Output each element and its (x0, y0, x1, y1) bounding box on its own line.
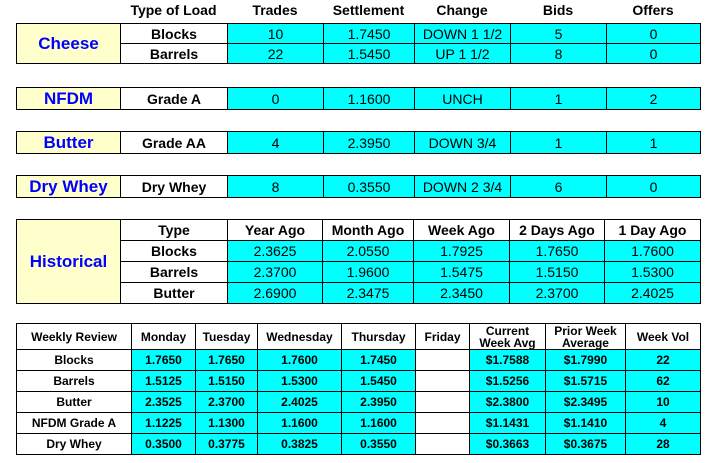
cheese-barrels-type: Barrels (121, 44, 228, 64)
weekly-cell: 1.7650 (132, 350, 196, 371)
historical-header-week-ago: Week Ago (414, 220, 510, 241)
weekly-cell: 1.1600 (342, 413, 416, 434)
nfdm-trades: 0 (228, 88, 324, 110)
weekly-cell: 1.5300 (258, 371, 342, 392)
butter-offers: 1 (607, 132, 701, 154)
drywhey-type: Dry Whey (121, 176, 228, 198)
cheese-blocks-offers: 0 (607, 24, 701, 44)
historical-cell: 2.3700 (510, 283, 605, 304)
historical-cell: 1.5150 (510, 262, 605, 283)
weekly-cell: 1.7650 (196, 350, 258, 371)
butter-table (16, 131, 701, 154)
historical-cell: 1.5300 (605, 262, 701, 283)
drywhey-change: DOWN 2 3/4 (415, 176, 511, 198)
cheese-blocks-change: DOWN 1 1/2 (415, 24, 511, 44)
weekly-cell (416, 350, 470, 371)
weekly-cell: 0.3500 (132, 434, 196, 455)
cheese-barrels-bids: 8 (511, 44, 607, 64)
historical-header-year-ago: Year Ago (228, 220, 323, 241)
weekly-cell: $0.3675 (546, 434, 626, 455)
weekly-cell: 2.3950 (342, 392, 416, 413)
cheese-barrels-offers: 0 (607, 44, 701, 64)
drywhey-offers: 0 (607, 176, 701, 198)
weekly-header-monday: Monday (132, 324, 196, 350)
historical-cell: 1.7650 (510, 241, 605, 262)
historical-cell: 2.4025 (605, 283, 701, 304)
nfdm-label: NFDM (17, 88, 121, 110)
historical-cell: 1.7600 (605, 241, 701, 262)
butter-change: DOWN 3/4 (415, 132, 511, 154)
weekly-cell: 2.3525 (132, 392, 196, 413)
drywhey-settlement: 0.3550 (324, 176, 415, 198)
weekly-cell: 1.1225 (132, 413, 196, 434)
historical-cell: 2.3450 (414, 283, 510, 304)
weekly-cell: $1.1410 (546, 413, 626, 434)
weekly-header-label: Weekly Review (17, 324, 132, 350)
historical-row-label: Barrels (121, 262, 228, 283)
weekly-cell: $2.3495 (546, 392, 626, 413)
drywhey-bids: 6 (511, 176, 607, 198)
col-header-trades: Trades (252, 2, 298, 18)
weekly-cell: 22 (626, 350, 701, 371)
weekly-row-label: Blocks (17, 350, 132, 371)
historical-row-label: Blocks (121, 241, 228, 262)
historical-cell: 2.3700 (228, 262, 323, 283)
cheese-blocks-type: Blocks (121, 24, 228, 44)
historical-header-1-day-ago: 1 Day Ago (605, 220, 701, 241)
historical-cell: 2.0550 (323, 241, 414, 262)
historical-table (16, 219, 701, 304)
weekly-cell: 0.3825 (258, 434, 342, 455)
butter-label: Butter (17, 132, 121, 154)
weekly-cell: 0.3550 (342, 434, 416, 455)
weekly-cell (416, 434, 470, 455)
historical-cell: 1.7925 (414, 241, 510, 262)
weekly-cell: 1.1600 (258, 413, 342, 434)
weekly-cell: 1.7600 (258, 350, 342, 371)
weekly-cell: 4 (626, 413, 701, 434)
col-header-offers: Offers (632, 2, 674, 18)
butter-type: Grade AA (121, 132, 228, 154)
cheese-blocks-settlement: 1.7450 (324, 24, 415, 44)
weekly-cell: 28 (626, 434, 701, 455)
weekly-cell (416, 413, 470, 434)
weekly-row-label: Dry Whey (17, 434, 132, 455)
weekly-cell: 1.5450 (342, 371, 416, 392)
cheese-barrels-settlement: 1.5450 (324, 44, 415, 64)
weekly-row-label: Butter (17, 392, 132, 413)
historical-cell: 1.9600 (323, 262, 414, 283)
weekly-cell (416, 371, 470, 392)
weekly-header-week-vol: Week Vol (626, 324, 701, 350)
weekly-header-friday: Friday (416, 324, 470, 350)
butter-settlement: 2.3950 (324, 132, 415, 154)
cheese-barrels-trades: 22 (228, 44, 324, 64)
weekly-cell: 1.1300 (196, 413, 258, 434)
weekly-row-label: Barrels (17, 371, 132, 392)
historical-header-type: Type (121, 220, 228, 241)
historical-header-month-ago: Month Ago (323, 220, 414, 241)
weekly-cell: $1.5256 (470, 371, 546, 392)
historical-cell: 2.3475 (323, 283, 414, 304)
nfdm-settlement: 1.1600 (324, 88, 415, 110)
weekly-cell: 10 (626, 392, 701, 413)
butter-trades: 4 (228, 132, 324, 154)
historical-cell: 1.5475 (414, 262, 510, 283)
weekly-row-label: NFDM Grade A (17, 413, 132, 434)
cheese-table (16, 23, 701, 64)
historical-row-label: Butter (121, 283, 228, 304)
weekly-header-prior-week-average: Prior Week Average (546, 324, 626, 350)
weekly-header-tuesday: Tuesday (196, 324, 258, 350)
cheese-label: Cheese (17, 24, 121, 64)
weekly-cell: 1.7450 (342, 350, 416, 371)
weekly-cell: 62 (626, 371, 701, 392)
weekly-cell: $2.3800 (470, 392, 546, 413)
weekly-cell: $1.7990 (546, 350, 626, 371)
nfdm-type: Grade A (121, 88, 228, 110)
weekly-cell: 0.3775 (196, 434, 258, 455)
historical-cell: 2.6900 (228, 283, 323, 304)
col-header-settlement: Settlement (332, 2, 405, 18)
weekly-header-thursday: Thursday (342, 324, 416, 350)
weekly-cell: $1.7588 (470, 350, 546, 371)
weekly-header-current-week-avg: Current Week Avg (470, 324, 546, 350)
historical-header-2-days-ago: 2 Days Ago (510, 220, 605, 241)
weekly-cell (416, 392, 470, 413)
historical-label: Historical (17, 220, 121, 304)
weekly-cell: $0.3663 (470, 434, 546, 455)
cheese-barrels-change: UP 1 1/2 (415, 44, 511, 64)
weekly-header-wednesday: Wednesday (258, 324, 342, 350)
weekly-review-table (16, 323, 701, 455)
drywhey-table (16, 175, 701, 198)
nfdm-change: UNCH (415, 88, 511, 110)
col-header-bids: Bids (542, 2, 574, 18)
weekly-cell: $1.1431 (470, 413, 546, 434)
drywhey-trades: 8 (228, 176, 324, 198)
col-header-type-of-load: Type of Load (130, 2, 217, 18)
weekly-cell: 2.3700 (196, 392, 258, 413)
cheese-blocks-bids: 5 (511, 24, 607, 44)
weekly-cell: 1.5150 (196, 371, 258, 392)
nfdm-table (16, 87, 701, 110)
weekly-cell: 2.4025 (258, 392, 342, 413)
nfdm-bids: 1 (511, 88, 607, 110)
butter-bids: 1 (511, 132, 607, 154)
nfdm-offers: 2 (607, 88, 701, 110)
historical-cell: 2.3625 (228, 241, 323, 262)
weekly-cell: $1.5715 (546, 371, 626, 392)
cheese-blocks-trades: 10 (228, 24, 324, 44)
drywhey-label: Dry Whey (17, 176, 121, 198)
col-header-change: Change (436, 2, 488, 18)
weekly-cell: 1.5125 (132, 371, 196, 392)
